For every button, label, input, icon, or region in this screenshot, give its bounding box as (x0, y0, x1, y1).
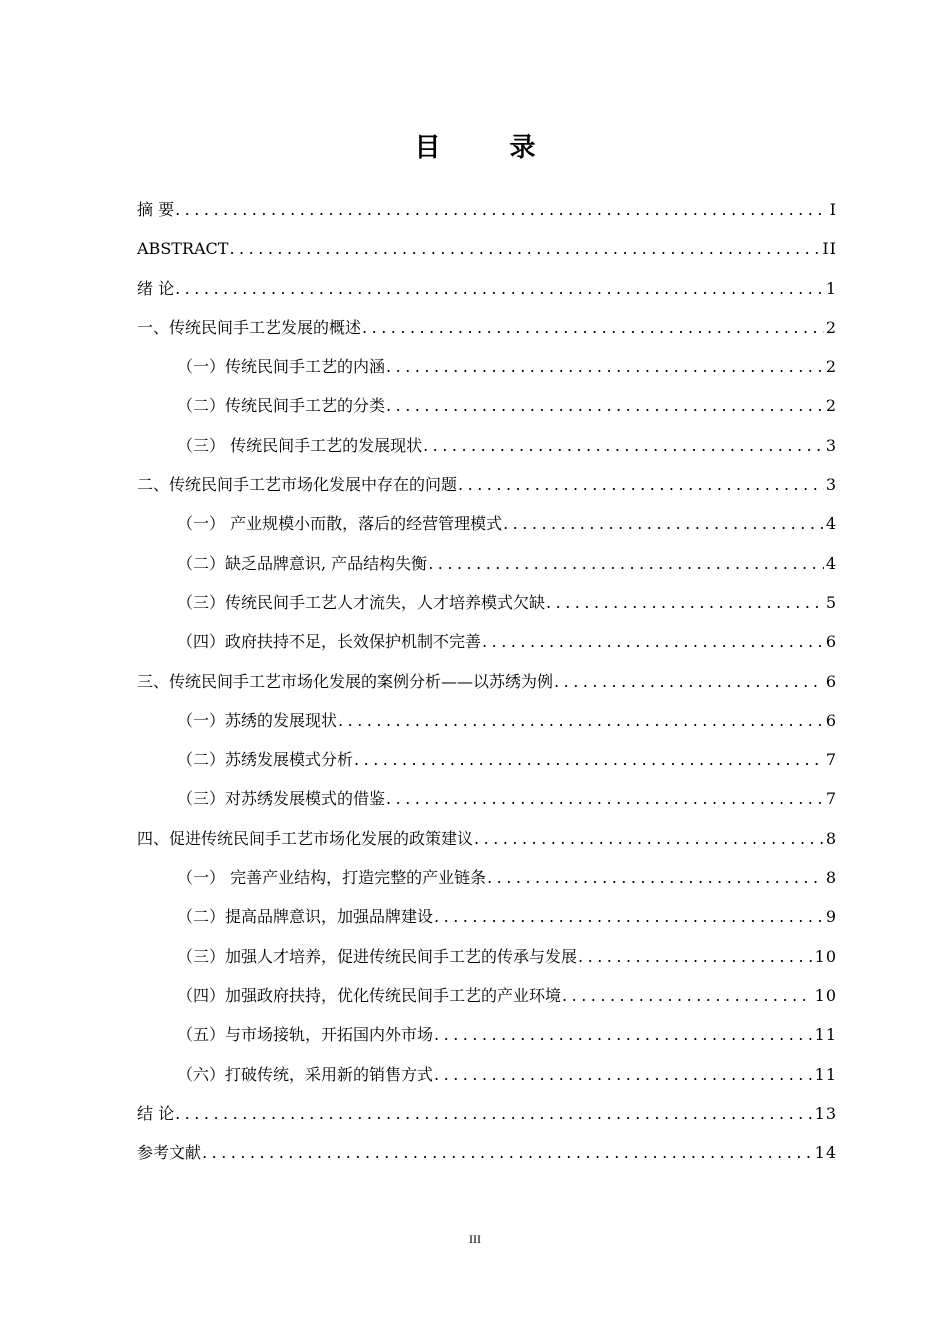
toc-entry-page: 4 (825, 514, 837, 534)
toc-entry[interactable] (137, 976, 837, 1015)
toc-entry[interactable] (137, 779, 837, 818)
toc-entry-page: 11 (814, 1064, 837, 1084)
toc-entry[interactable] (137, 308, 837, 347)
toc-entry[interactable] (137, 269, 837, 308)
toc-entry[interactable] (137, 583, 837, 622)
toc-entry-page: 8 (825, 868, 837, 888)
toc-entry-page: 6 (825, 710, 837, 730)
toc-entry-page: 4 (825, 553, 837, 573)
toc-entry[interactable] (137, 897, 837, 936)
page-title: 目 录 (414, 133, 566, 163)
page-number: III (469, 1232, 481, 1246)
toc-entry[interactable] (137, 347, 837, 386)
toc-entry-label: （四）政府扶持不足，长效保护机制不完善 (177, 632, 482, 652)
toc-entry[interactable] (137, 426, 837, 465)
toc-entry[interactable] (137, 386, 837, 425)
toc-dot-leader (578, 937, 813, 976)
toc-dot-leader (338, 701, 824, 740)
toc-entry-page: 11 (814, 1025, 837, 1045)
toc-entry-page: 14 (814, 1143, 837, 1163)
toc-entry-label: （二）提高品牌意识，加强品牌建设 (177, 907, 434, 927)
toc-dot-leader (546, 583, 824, 622)
toc-entry-label: 一、传统民间手工艺发展的概述 (137, 317, 362, 337)
toc-dot-leader (175, 1094, 813, 1133)
toc-dot-leader (434, 1015, 813, 1054)
toc-dot-leader (428, 544, 824, 583)
toc-entry-page: 2 (825, 396, 837, 416)
toc-dot-leader (423, 426, 824, 465)
toc-entry-page: II (822, 239, 837, 259)
toc-dot-leader (434, 1055, 813, 1094)
toc-entry-label: （二）苏绣发展模式分析 (177, 750, 354, 770)
toc-dot-leader (503, 504, 824, 543)
toc-entry-page: 3 (825, 475, 837, 495)
toc-dot-leader (562, 976, 813, 1015)
toc-entry[interactable] (137, 622, 837, 661)
toc-entry[interactable] (137, 1094, 837, 1133)
toc-dot-leader (458, 465, 824, 504)
toc-entry[interactable] (137, 819, 837, 858)
toc-entry-label: （一） 完善产业结构，打造完整的产业链条 (177, 868, 487, 888)
toc-entry-page: 9 (825, 907, 837, 927)
toc-entry[interactable] (137, 858, 837, 897)
table-of-contents (137, 190, 837, 1172)
toc-entry[interactable] (137, 1015, 837, 1054)
toc-dot-leader (229, 229, 820, 268)
toc-entry-label: （三）加强人才培养，促进传统民间手工艺的传承与发展 (177, 946, 578, 966)
toc-entry-page: I (829, 200, 837, 219)
toc-entry[interactable] (137, 1133, 837, 1172)
toc-entry[interactable] (137, 662, 837, 701)
toc-entry[interactable] (137, 937, 837, 976)
toc-entry-label: （六）打破传统，采用新的销售方式 (177, 1064, 434, 1084)
toc-entry-page: 7 (825, 789, 837, 809)
toc-entry-label: （三） 传统民间手工艺的发展现状 (177, 435, 423, 455)
toc-dot-leader (482, 622, 824, 661)
toc-dot-leader (386, 386, 824, 425)
toc-dot-leader (386, 779, 824, 818)
toc-dot-leader (362, 308, 824, 347)
toc-entry-page: 10 (814, 985, 837, 1005)
toc-entry-label: （一） 产业规模小而散，落后的经营管理模式 (177, 514, 503, 534)
toc-dot-leader (386, 347, 824, 386)
toc-entry-page: 1 (825, 278, 837, 298)
toc-entry[interactable] (137, 740, 837, 779)
toc-dot-leader (202, 1133, 813, 1172)
toc-entry-page: 6 (825, 671, 837, 691)
toc-dot-leader (474, 819, 824, 858)
toc-entry-label: 四、促进传统民间手工艺市场化发展的政策建议 (137, 828, 474, 848)
toc-entry-page: 5 (825, 592, 837, 612)
toc-entry-label: （一）苏绣的发展现状 (177, 710, 338, 730)
toc-entry-label: （一）传统民间手工艺的内涵 (177, 357, 386, 377)
toc-entry[interactable] (137, 504, 837, 543)
toc-entry-page: 13 (814, 1103, 837, 1123)
toc-entry-label: 参考文献 (137, 1143, 202, 1163)
toc-entry-page: 7 (825, 750, 837, 770)
toc-entry-label: 结 论 (137, 1103, 175, 1123)
toc-entry-label: （二）缺乏品牌意识, 产品结构失衡 (177, 553, 428, 573)
toc-entry-label: 摘 要 (137, 200, 175, 219)
toc-entry-page: 3 (825, 435, 837, 455)
toc-entry-page: 8 (825, 828, 837, 848)
toc-entry-label: （三）对苏绣发展模式的借鉴 (177, 789, 386, 809)
toc-entry-page: 2 (825, 357, 837, 377)
toc-entry[interactable] (137, 1055, 837, 1094)
toc-entry-label: （二）传统民间手工艺的分类 (177, 396, 386, 416)
toc-entry[interactable] (137, 544, 837, 583)
toc-entry[interactable] (137, 701, 837, 740)
toc-dot-leader (554, 662, 824, 701)
toc-entry-label: 二、传统民间手工艺市场化发展中存在的问题 (137, 475, 458, 495)
toc-dot-leader (175, 190, 828, 229)
toc-entry-page: 6 (825, 632, 837, 652)
toc-entry-label: （五）与市场接轨，开拓国内外市场 (177, 1025, 434, 1045)
toc-dot-leader (354, 740, 824, 779)
toc-entry[interactable] (137, 465, 837, 504)
toc-entry-page: 2 (825, 317, 837, 337)
toc-entry-label: 三、传统民间手工艺市场化发展的案例分析——以苏绣为例 (137, 671, 554, 691)
toc-entry-label: 绪 论 (137, 278, 175, 298)
toc-entry-label: （三）传统民间手工艺人才流失，人才培养模式欠缺 (177, 592, 546, 612)
toc-dot-leader (434, 897, 824, 936)
toc-dot-leader (487, 858, 824, 897)
toc-entry-label: ABSTRACT (137, 239, 229, 259)
toc-dot-leader (175, 269, 824, 308)
toc-entry[interactable] (137, 229, 837, 268)
toc-entry[interactable] (137, 190, 837, 229)
toc-entry-page: 10 (814, 946, 837, 966)
toc-entry-label: （四）加强政府扶持，优化传统民间手工艺的产业环境 (177, 985, 562, 1005)
